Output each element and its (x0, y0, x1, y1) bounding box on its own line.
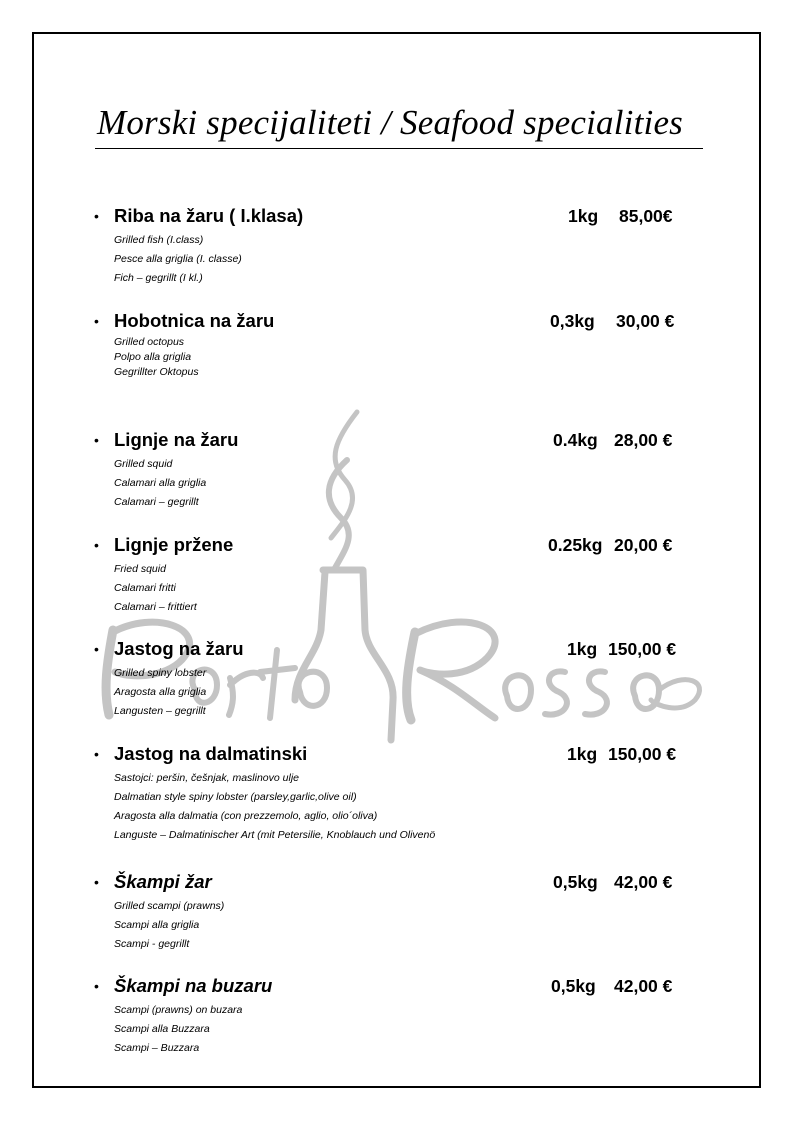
item-quantity: 0.25kg (548, 535, 603, 555)
description-line: Scampi – Buzzara (114, 1042, 200, 1054)
item-quantity: 0,5kg (551, 976, 596, 996)
item-description (114, 664, 206, 721)
description-line: Polpo alla griglia (114, 351, 192, 363)
item-name: Škampi žar (114, 871, 212, 892)
item-price: 150,00 € (608, 639, 677, 659)
description-line: Scampi (prawns) on buzara (114, 1004, 243, 1016)
item-price: 42,00 € (614, 872, 673, 892)
bullet: • (94, 978, 99, 994)
description-line: Calamari alla griglia (114, 477, 207, 489)
description-line: Fich – gegrillt (I kl.) (114, 272, 203, 284)
item-name: Riba na žaru ( I.klasa) (114, 205, 304, 226)
item-name: Škampi na buzaru (114, 975, 273, 996)
item-quantity: 0,5kg (553, 872, 598, 892)
item-price: 85,00€ (619, 206, 673, 226)
item-price: 30,00 € (616, 311, 675, 331)
description-line: Aragosta alla griglia (114, 686, 207, 698)
item-description (114, 335, 199, 380)
description-line: Calamari – gegrillt (114, 496, 199, 508)
item-name: Hobotnica na žaru (114, 310, 275, 331)
description-line: Grilled spiny lobster (114, 667, 207, 679)
description-line: Pesce alla griglia (I. classe) (114, 253, 242, 265)
item-description (114, 897, 224, 954)
item-description (114, 455, 206, 512)
description-line: Grilled scampi (prawns) (114, 900, 225, 912)
item-quantity: 0,3kg (550, 311, 595, 331)
bullet: • (94, 874, 99, 890)
description-line: Grilled squid (114, 458, 173, 470)
item-description (114, 1001, 242, 1058)
item-quantity: 0.4kg (553, 430, 598, 450)
title-underline (95, 148, 703, 149)
description-line: Fried squid (114, 563, 166, 575)
item-name: Jastog na žaru (114, 638, 244, 659)
description-line: Grilled octopus (114, 336, 185, 348)
item-price: 150,00 € (608, 744, 677, 764)
item-description (114, 560, 197, 617)
description-line: Langusten – gegrillt (114, 705, 206, 717)
item-price: 28,00 € (614, 430, 673, 450)
description-line: Calamari fritti (114, 582, 176, 594)
item-quantity: 1kg (567, 639, 598, 659)
item-name: Lignje pržene (114, 534, 234, 555)
description-line: Scampi alla Buzzara (114, 1023, 210, 1035)
bullet: • (94, 746, 99, 762)
bullet: • (94, 537, 99, 553)
item-price: 42,00 € (614, 976, 673, 996)
page-title: Morski specijaliteti / Seafood specialities (97, 103, 683, 142)
bullet: • (94, 432, 99, 448)
description-line: Dalmatian style spiny lobster (parsley,garlic,olive oil) (114, 791, 357, 803)
description-line: Grilled fish (I.class) (114, 234, 204, 246)
item-quantity: 1kg (567, 744, 598, 764)
bullet: • (94, 313, 99, 329)
item-name: Lignje na žaru (114, 429, 239, 450)
item-quantity: 1kg (568, 206, 599, 226)
description-line: Aragosta alla dalmatia (con prezzemolo, aglio, olio´oliva) (114, 810, 378, 822)
description-line: Scampi - gegrillt (114, 938, 190, 950)
bullet: • (94, 641, 99, 657)
bullet: • (94, 208, 99, 224)
description-line: Sastojci: peršin, češnjak, maslinovo ulje (114, 772, 300, 784)
item-description (114, 769, 435, 845)
item-price: 20,00 € (614, 535, 673, 555)
description-line: Scampi alla griglia (114, 919, 200, 931)
description-line: Gegrillter Oktopus (114, 366, 199, 378)
description-line: Languste – Dalmatinischer Art (mit Petersilie, Knoblauch und Olivenö (114, 829, 436, 841)
item-description (114, 231, 242, 288)
description-line: Calamari – frittiert (114, 601, 197, 613)
item-name: Jastog na dalmatinski (114, 743, 308, 764)
